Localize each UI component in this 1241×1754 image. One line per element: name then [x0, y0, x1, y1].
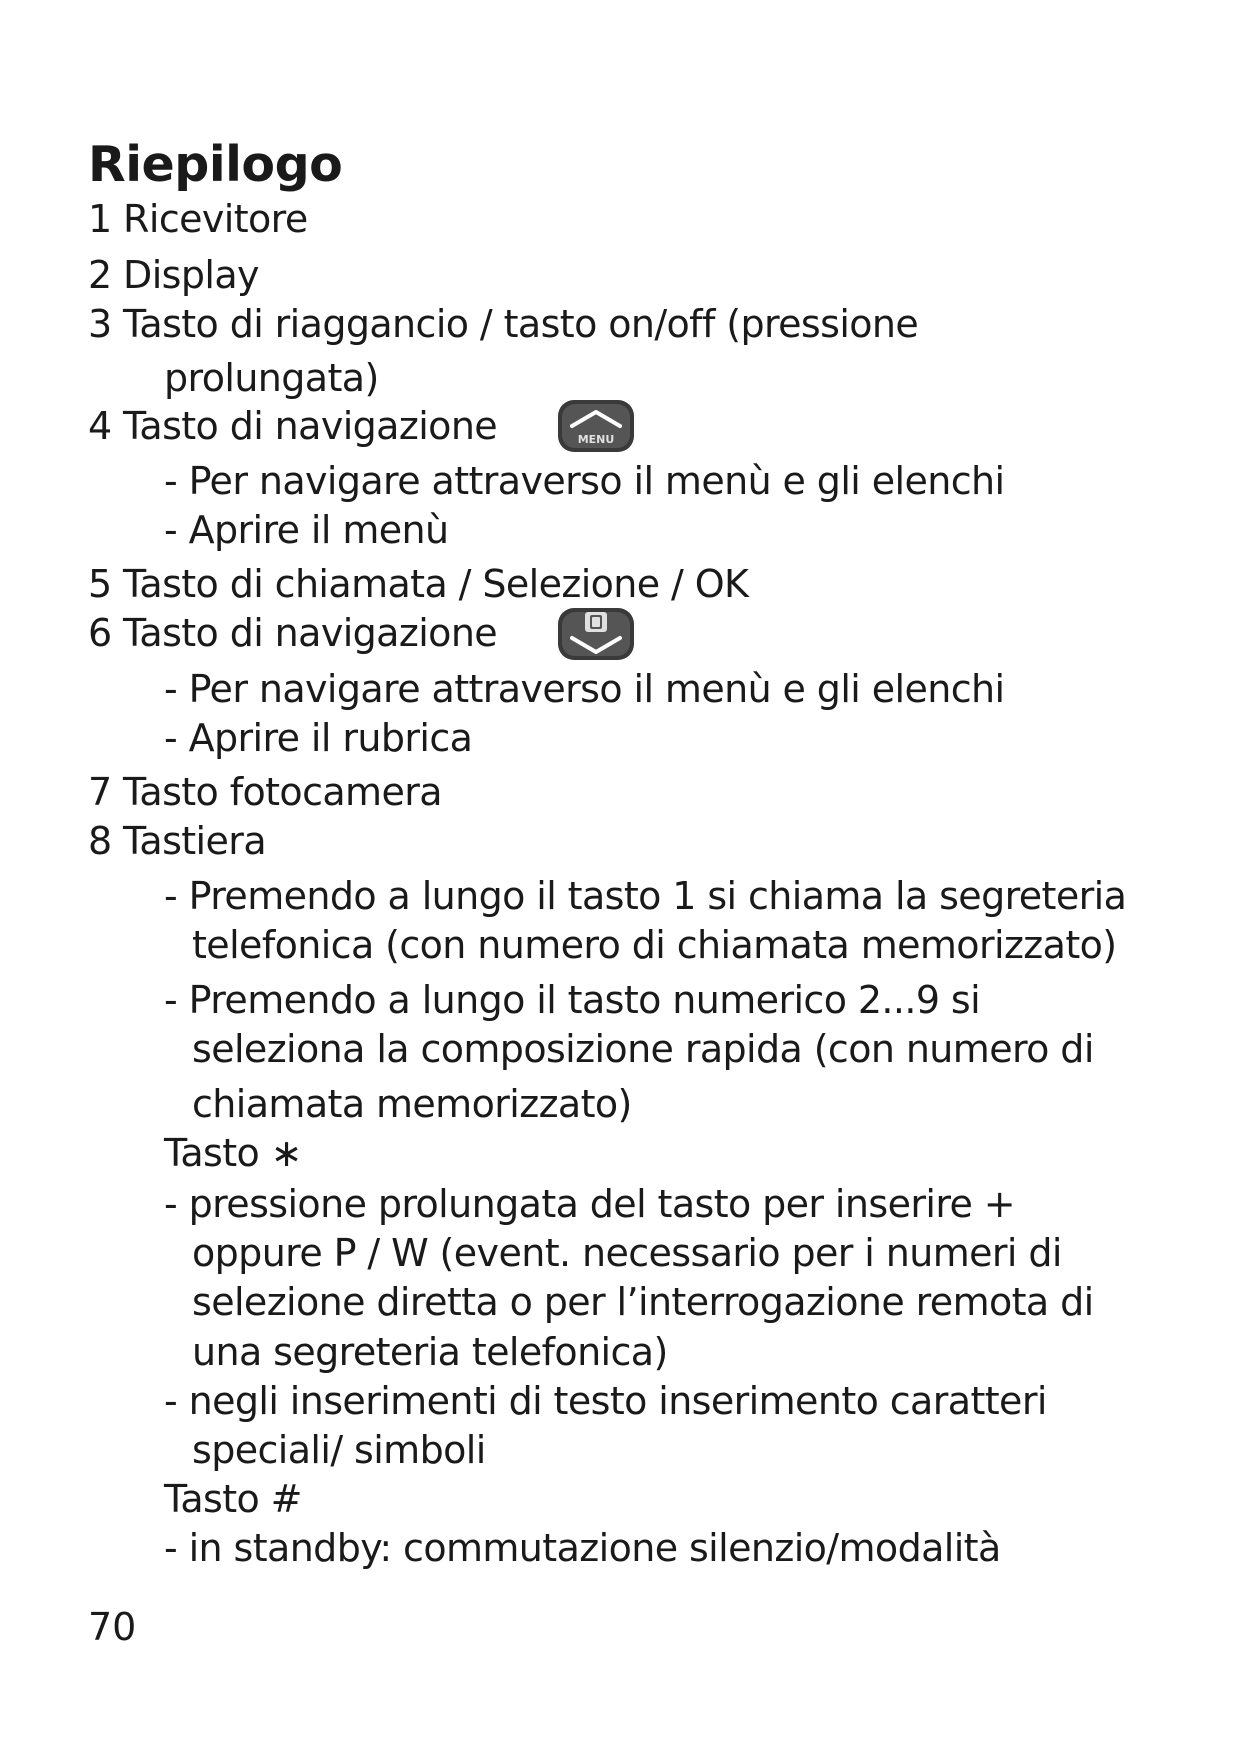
list-item-4-sub-1: - Per navigare attraverso il menù e gli elenchi: [164, 459, 1005, 503]
list-item-6-sub-1: - Per navigare attraverso il menù e gli elenchi: [164, 667, 1005, 711]
star-key-sub-1: - pressione prolungata del tasto per inserire +: [164, 1182, 1016, 1226]
page-title: Riepilogo: [88, 136, 343, 193]
list-item-1: 1 Ricevitore: [88, 197, 308, 241]
hash-key-sub-1: - in standby: commutazione silenzio/modalità: [164, 1526, 1001, 1570]
list-item-3: 3 Tasto di riaggancio / tasto on/off (pressione: [88, 302, 919, 346]
list-item-8: 8 Tastiera: [88, 819, 267, 863]
list-item-5: 5 Tasto di chiamata / Selezione / OK: [88, 562, 749, 606]
list-item-4-sub-2: - Aprire il menù: [164, 508, 449, 552]
phonebook-key-down-icon: [556, 606, 636, 662]
list-item-8-sub-2-continuation-2: chiamata memorizzato): [192, 1082, 632, 1126]
list-item-8-sub-1: - Premendo a lungo il tasto 1 si chiama la segreteria: [164, 874, 1127, 918]
page-number: 70: [88, 1605, 137, 1649]
list-item-6-sub-2: - Aprire il rubrica: [164, 716, 473, 760]
list-item-6: 6 Tasto di navigazione: [88, 611, 498, 655]
hash-key-heading: Tasto #: [164, 1477, 302, 1521]
menu-key-up-icon: [556, 398, 636, 454]
star-key-sub-2-continuation: speciali/ simboli: [192, 1428, 486, 1472]
list-item-7: 7 Tasto fotocamera: [88, 770, 442, 814]
star-key-heading: Tasto ∗: [164, 1131, 302, 1175]
svg-text:MENU: MENU: [577, 433, 615, 446]
list-item-2: 2 Display: [88, 253, 259, 297]
list-item-8-sub-2-continuation-1: seleziona la composizione rapida (con numero di: [192, 1027, 1094, 1071]
star-key-sub-1-continuation-1: oppure P / W (event. necessario per i numeri di: [192, 1231, 1062, 1275]
star-key-sub-2: - negli inserimenti di testo inserimento caratteri: [164, 1379, 1047, 1423]
star-key-sub-1-continuation-2: selezione diretta o per l’interrogazione remota di: [192, 1280, 1094, 1324]
list-item-8-sub-2: - Premendo a lungo il tasto numerico 2...9 si: [164, 978, 981, 1022]
list-item-3-continuation: prolungata): [164, 356, 379, 400]
list-item-4: 4 Tasto di navigazione: [88, 404, 498, 448]
list-item-8-sub-1-continuation: telefonica (con numero di chiamata memorizzato): [192, 923, 1117, 967]
star-key-sub-1-continuation-3: una segreteria telefonica): [192, 1330, 668, 1374]
